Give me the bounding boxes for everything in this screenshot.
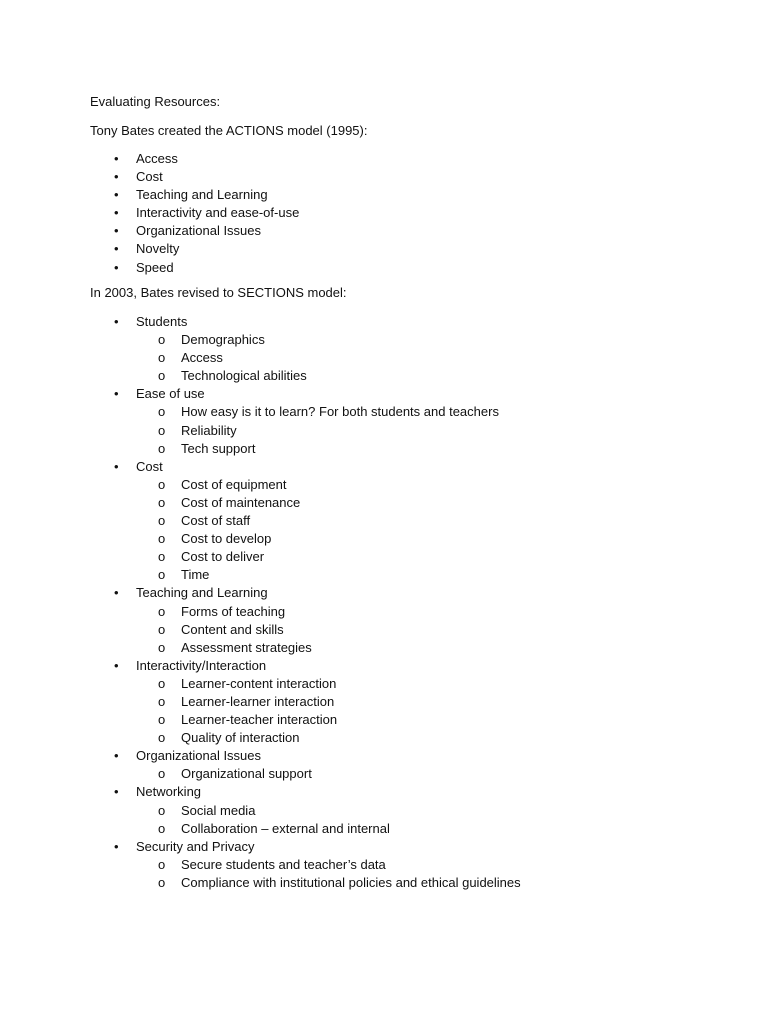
sub-bullet-icon: o: [158, 567, 166, 583]
list-item-text: Speed: [136, 259, 174, 275]
list-item-text: Security and Privacy: [136, 838, 255, 854]
list-item-text: Cost: [136, 458, 163, 474]
sub-bullet-icon: o: [158, 730, 166, 746]
sub-bullet-icon: o: [158, 712, 166, 728]
sub-list-item-text: Forms of teaching: [181, 603, 286, 619]
sub-list-item-text: Technological abilities: [181, 368, 307, 384]
bullet-icon: •: [114, 169, 119, 185]
sub-bullet-icon: o: [158, 802, 166, 818]
sub-bullet-icon: o: [158, 603, 166, 619]
actions-intro: Tony Bates created the ACTIONS model (1995):: [90, 123, 368, 138]
sub-list-item-text: Collaboration – external and internal: [181, 820, 390, 836]
list-item-text: Teaching and Learning: [136, 187, 268, 203]
bullet-icon: •: [114, 838, 119, 854]
sub-list-item-text: Demographics: [181, 332, 265, 348]
sub-bullet-icon: o: [158, 531, 166, 547]
sub-list-item-text: Tech support: [181, 440, 256, 456]
bullet-icon: •: [114, 458, 119, 474]
sections-intro: In 2003, Bates revised to SECTIONS model:: [90, 285, 347, 300]
sub-list-item-text: Quality of interaction: [181, 730, 300, 746]
list-item-text: Access: [136, 151, 178, 166]
sub-list-item-text: Learner-content interaction: [181, 675, 337, 691]
bullet-icon: •: [114, 187, 119, 203]
sub-list-item-text: Social media: [181, 802, 256, 818]
sub-bullet-icon: o: [158, 820, 166, 836]
sub-bullet-icon: o: [158, 621, 166, 637]
bullet-icon: •: [114, 259, 119, 275]
list-item-text: Ease of use: [136, 386, 205, 402]
sub-bullet-icon: o: [158, 332, 166, 348]
sub-bullet-icon: o: [158, 693, 166, 709]
sub-bullet-icon: o: [158, 639, 166, 655]
list-item-text: Organizational Issues: [136, 223, 262, 239]
bullet-icon: •: [114, 151, 119, 166]
sub-list-item-text: Cost to develop: [181, 531, 272, 547]
document-heading: Evaluating Resources:: [90, 94, 221, 109]
bullet-icon: •: [114, 657, 119, 673]
bullet-icon: •: [114, 223, 119, 239]
sub-list-item-text: Time: [181, 567, 210, 583]
sub-bullet-icon: o: [158, 368, 166, 384]
sub-bullet-icon: o: [158, 476, 166, 492]
list-item-text: Cost: [136, 169, 163, 185]
sub-list-item-text: Learner-teacher interaction: [181, 712, 338, 728]
sub-list-item-text: Secure students and teacher’s data: [181, 856, 386, 872]
list-item-text: Organizational Issues: [136, 748, 262, 764]
sub-bullet-icon: o: [158, 494, 166, 510]
sub-bullet-icon: o: [158, 856, 166, 872]
sub-list-item-text: Compliance with institutional policies and ethical guidelines: [181, 874, 521, 890]
bullet-icon: •: [114, 784, 119, 800]
bullet-icon: •: [114, 314, 119, 329]
bullet-icon: •: [114, 386, 119, 402]
sub-list-item-text: Organizational support: [181, 766, 312, 782]
sub-bullet-icon: o: [158, 440, 166, 456]
list-item-text: Networking: [136, 784, 202, 800]
sub-list-item-text: Cost of equipment: [181, 476, 287, 492]
sub-bullet-icon: o: [158, 874, 166, 890]
sub-bullet-icon: o: [158, 766, 166, 782]
bullet-icon: •: [114, 241, 119, 257]
sub-list-item-text: Cost of staff: [181, 513, 251, 529]
sub-list-item-text: Learner-learner interaction: [181, 693, 335, 709]
sub-bullet-icon: o: [158, 549, 166, 565]
list-item-text: Students: [136, 314, 188, 329]
sub-list-item-text: Content and skills: [181, 621, 284, 637]
sub-bullet-icon: o: [158, 350, 166, 366]
sub-list-item-text: Access: [181, 350, 223, 366]
list-item-text: Teaching and Learning: [136, 585, 268, 601]
sub-list-item-text: How easy is it to learn? For both students and teachers: [181, 404, 499, 420]
list-item-text: Novelty: [136, 241, 180, 257]
sub-list-item-text: Cost of maintenance: [181, 494, 301, 510]
sub-list-item-text: Reliability: [181, 422, 237, 438]
sub-list-item-text: Assessment strategies: [181, 639, 312, 655]
bullet-icon: •: [114, 748, 119, 764]
sub-bullet-icon: o: [158, 422, 166, 438]
bullet-icon: •: [114, 585, 119, 601]
sub-list-item-text: Cost to deliver: [181, 549, 265, 565]
list-item-text: Interactivity/Interaction: [136, 657, 267, 673]
sub-bullet-icon: o: [158, 404, 166, 420]
sub-bullet-icon: o: [158, 513, 166, 529]
list-item-text: Interactivity and ease-of-use: [136, 205, 300, 221]
bullet-icon: •: [114, 205, 119, 221]
sub-bullet-icon: o: [158, 675, 166, 691]
